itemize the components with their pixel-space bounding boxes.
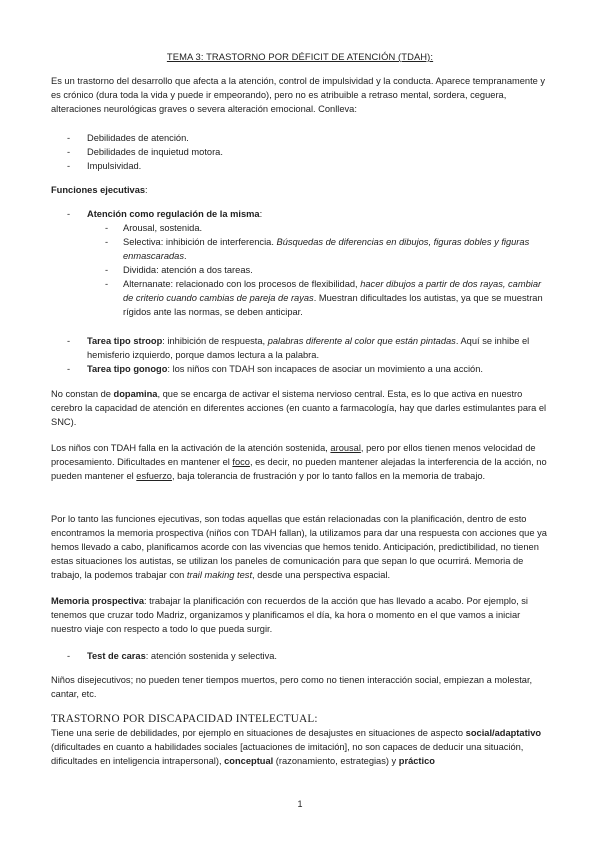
ejecutivas-text-c: , desde una perspectiva espacial. xyxy=(252,570,391,580)
ejecutivas-text-a: Por lo tanto las funciones ejecutivas, son todas aquellas que están relacionadas con la planificación, dentro de esto encontramos la memoria prospectiva (niños con TDAH fallan), la utilizamos para dar una respuesta con acciones que ya hemos llevado a cabo, planificamos acorde con las vivencias que hemos tenido. Anticipación, predictibilidad, no tienen estas situaciones los autistas, se utilizan los paneles de comunicación para que sepan lo que ocurrirá. Memoria de trabajo, la podemos trabajar con xyxy=(51,514,547,580)
stroop-text: : inhibición de respuesta, xyxy=(162,336,268,346)
stroop-end: . Aquí se inhibe el hemisferio izquierdo, porque damos lectura a la palabra. xyxy=(87,336,530,360)
stroop-item xyxy=(51,334,551,362)
page-number: 1 xyxy=(297,799,303,809)
foco-term: foco xyxy=(232,457,250,467)
funciones-heading xyxy=(51,183,551,197)
alternante-example: hacer dibujos a partir de dos rayas, cambiar de criterio cuando cambias de pareja de rayas xyxy=(123,279,542,303)
stroop-label: Tarea tipo stroop xyxy=(87,336,163,346)
arousal-text-c: , pero por ellos tienen menos velocidad de procesamiento. Dificultades en mantener el xyxy=(51,443,536,467)
selectiva-end: . xyxy=(183,251,187,261)
intro-paragraph: Es un trastorno del desarrollo que afecta a la atención, control de impulsividad y la conducta. Aparece tempranamente y es crónico (dura toda la vida y puede ir empeorando), pero no es atribuible a retraso mental, sordera, ceguera, alteraciones neurológicas graves o severa alteración emocional. Conlleva: xyxy=(51,76,546,114)
stroop-example: palabras diferente al color que están pintadas xyxy=(267,336,456,346)
discapacidad-paragraph xyxy=(51,726,551,768)
alternante-end: . Muestran dificultades los autistas, ya que se muestran rígidos ante las normas, se deben anticipar. xyxy=(123,293,543,317)
alternante-text: Alternanate: relacionado con los procesos de flexibilidad, xyxy=(123,279,361,289)
trail-making-term: trail making test xyxy=(186,570,253,580)
practico-term: práctico xyxy=(398,756,435,766)
gonogo-label: Tarea tipo gonogo xyxy=(87,364,168,374)
funciones-label: Funciones ejecutivas xyxy=(51,185,146,195)
discapacidad-text-a: Tiene una serie de debilidades, por ejemplo en situaciones de desajustes en situaciones de aspecto xyxy=(51,728,466,738)
dopamina-text-c: , que se encarga de activar el sistema nervioso central. Esta, es lo que activa en nuestro cerebro la capacidad de atención en diferentes acciones (en cuanto a farmacología, hay que darles estimulantes para el SNC). xyxy=(51,389,547,427)
arousal-paragraph xyxy=(51,441,551,483)
sub-item-selectiva xyxy=(105,235,551,263)
gonogo-item xyxy=(51,362,551,376)
esfuerzo-term: esfuerzo xyxy=(136,471,172,481)
tareas-list xyxy=(51,334,551,376)
arousal-text-e: , es decir, no pueden mantener alejadas la interferencia de la acción, no pueden mantener el xyxy=(51,457,547,481)
caras-list xyxy=(51,649,551,663)
arousal-text-a: Los niños con TDAH falla en la activación de la atención sostenida, xyxy=(51,443,331,453)
discapacidad-text-e: (razonamiento, estrategias) y xyxy=(273,756,399,766)
atencion-colon: : xyxy=(259,209,263,219)
caras-text: : atención sostenida y selectiva. xyxy=(145,651,278,661)
disejecutivos-paragraph: Niños disejecutivos; no pueden tener tiempos muertos, pero como no tienen interacción social, empiezan a molestar, cantar, etc. xyxy=(51,675,533,699)
sub-item-dividida: - Dividida: atención a dos tareas. xyxy=(105,263,551,277)
sub-item-alternante xyxy=(105,277,551,319)
atencion-item xyxy=(51,207,551,319)
selectiva-example: Búsquedas de diferencias en dibujos, figuras dobles y figuras enmascaradas xyxy=(123,237,530,261)
memoria-text: : trabajar la planificación con recuerdos de la acción que has llevado a acabo. Por ejemplo, si tenemos que cruzar todo Madriz, organizamos y planificamos el día, ka hora o momento en el que vamos a iniciar nuestro viaje con respecto a todo lo que pueda surgir. xyxy=(51,596,528,634)
page-title: TEMA 3: TRASTORNO POR DÉFICIT DE ATENCIÓN (TDAH): xyxy=(166,51,434,62)
gonogo-text: : los niños con TDAH son incapaces de asociar un movimiento a una acción. xyxy=(167,364,483,374)
caras-label: Test de caras xyxy=(87,651,146,661)
funciones-list xyxy=(51,207,551,319)
atencion-sublist xyxy=(105,221,551,319)
social-adaptativo-term: social/adaptativo xyxy=(465,728,542,738)
discapacidad-heading: TRASTORNO POR DISCAPACIDAD INTELECTUAL: xyxy=(51,713,318,725)
memoria-paragraph xyxy=(51,594,551,636)
conceptual-term: conceptual xyxy=(224,756,274,766)
list-item: - Impulsividad. xyxy=(51,159,551,173)
discapacidad-text-c: (dificultades en cuanto a habilidades sociales [actuaciones de imitación], no son capaces de deducir una situación, dificultades en inteligencia intrapersonal), xyxy=(51,742,524,766)
funciones-colon: : xyxy=(145,185,148,195)
dopamina-paragraph xyxy=(51,387,551,429)
arousal-text-g: , baja tolerancia de frustración y por lo tanto fallos en la memoria de trabajo. xyxy=(171,471,486,481)
ejecutivas-paragraph xyxy=(51,512,551,582)
list-item: - Debilidades de atención. xyxy=(51,131,551,145)
memoria-label: Memoria prospectiva xyxy=(51,596,145,606)
caras-item xyxy=(51,649,551,663)
dopamina-text-a: No constan de xyxy=(51,389,114,399)
conlleva-list xyxy=(51,131,551,173)
list-item: - Debilidades de inquietud motora. xyxy=(51,145,551,159)
atencion-label: Atención como regulación de la misma xyxy=(87,209,260,219)
sub-item-arousal: - Arousal, sostenida. xyxy=(105,221,551,235)
arousal-term: arousal xyxy=(330,443,361,453)
dopamina-term: dopamina xyxy=(113,389,158,399)
selectiva-text: Selectiva: inhibición de interferencia. xyxy=(123,237,277,247)
